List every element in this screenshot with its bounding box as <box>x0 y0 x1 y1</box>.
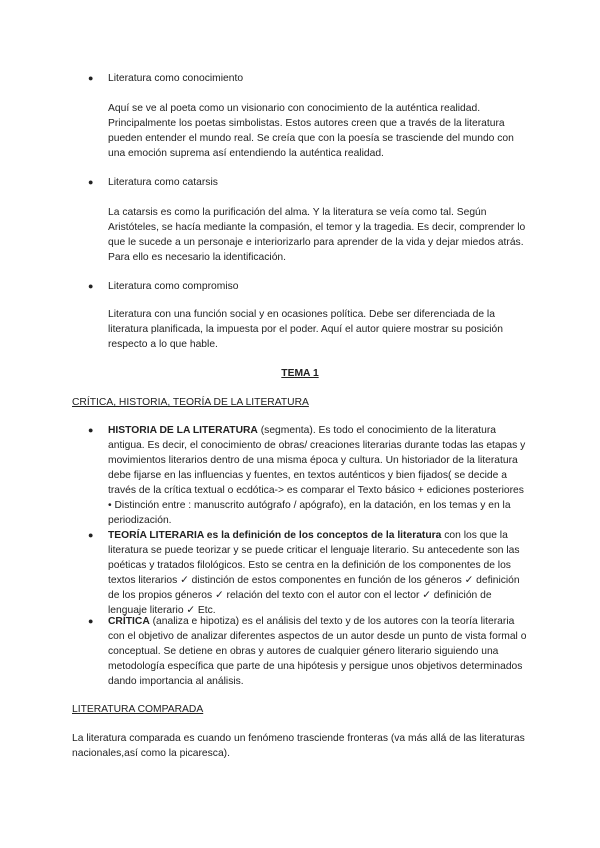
definition-term: CRÍTICA <box>108 616 150 627</box>
bullet-label: Literatura como conocimiento <box>108 73 244 84</box>
definition-text <box>108 423 528 528</box>
section-heading-comparada: LITERATURA COMPARADA <box>72 704 204 715</box>
bullet-label: Literatura como compromiso <box>108 281 239 292</box>
definition-body: (analiza e hipotiza) es el análisis del texto y de los autores con la teoría literaria con el objetivo de analizar diferentes aspectos de un autor desde un punto de vista formal o conceptual. Se detiene en obras y autores de cualquier género literario siguiendo una metodología específica que parte de una hipótesis y persigue unos objetivos determinados dando importancia al análisis. <box>108 616 527 687</box>
bullet-label: Literatura como catarsis <box>108 177 218 188</box>
definition-text <box>108 614 528 689</box>
paragraph-conocimiento: Aquí se ve al poeta como un visionario con conocimiento de la auténtica realidad. Principalmente los poetas simbolistas. Estos autores creen que a través de la literatura pueden entender el mundo real. Se creía que con la poesía se trasciende del mundo con una emoción suprema así entendiendo la auténtica realidad. <box>108 103 514 159</box>
definition-historia <box>88 423 528 528</box>
bullet-icon: ● <box>88 73 94 83</box>
paragraph-comparada: La literatura comparada es cuando un fenómeno trasciende fronteras (va más allá de las literaturas nacionales,así como la picaresca). <box>72 733 525 759</box>
bullet-icon: ● <box>88 530 94 540</box>
bullet-icon: ● <box>88 616 94 626</box>
page-title: TEMA 1 <box>281 368 319 379</box>
bullet-icon: ● <box>88 281 94 291</box>
definition-teoria <box>88 528 528 618</box>
bullet-icon: ● <box>88 425 94 435</box>
bullet-item-compromiso <box>88 279 238 294</box>
definition-body: (segmenta). Es todo el conocimiento de la literatura antigua. Es decir, el conocimiento de obras/ creaciones literarias durante todas las etapas y movimientos literarios dentro de una misma época y cultura. Un historiador de la literatura debe fijarse en las influencias y fuentes, en textos auténticos y bien fijados( se decide a través de la crítica textual o ecdótica-> es comparar el Texto básico + ediciones posteriores • Distinción entre : manuscrito autógrafo / apógrafo), en la datación, en los temas y en la periodización. <box>108 425 526 526</box>
definition-term: HISTORIA DE LA LITERATURA <box>108 425 258 436</box>
definition-critica <box>88 614 528 689</box>
bullet-item-catarsis <box>88 175 218 190</box>
definition-body: con los que la literatura se puede teorizar y se puede criticar el lenguaje literario. Su antecedente son las poéticas y tratados filológicos. Esto se centra en la definición de los componentes de los textos literarios ✓ distinción de estos componentes en función de los géneros ✓ definición de los propios géneros ✓ relación del texto con el autor con el lector ✓ definición de lenguaje literario ✓ Etc. <box>108 530 520 616</box>
section-heading-critica: CRÍTICA, HISTORIA, TEORÍA DE LA LITERATURA <box>72 397 309 408</box>
paragraph-compromiso: Literatura con una función social y en ocasiones política. Debe ser diferenciada de la literatura planificada, la impuesta por el poder. Aquí el autor quiere mostrar su posición respecto a lo que hable. <box>108 309 503 350</box>
bullet-item-conocimiento <box>88 71 243 86</box>
definition-term: TEORÍA LITERARIA es la definición de los conceptos de la literatura <box>108 530 442 541</box>
definition-text <box>108 528 528 618</box>
paragraph-catarsis: La catarsis es como la purificación del alma. Y la literatura se veía como tal. Según Aristóteles, se hacía mediante la compasión, el temor y la tragedia. Es decir, comprender lo que le sucede a un personaje e interiorizarlo para aprender de la vida y dejar miedos atrás. Para ello es necesario la identificación. <box>108 207 526 263</box>
bullet-icon: ● <box>88 177 94 187</box>
